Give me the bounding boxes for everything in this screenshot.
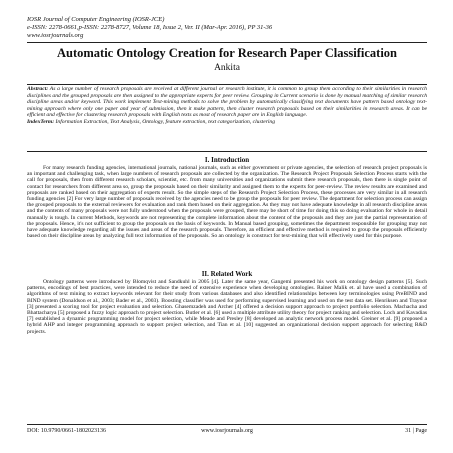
journal-website[interactable]: www.iosrjournals.org bbox=[27, 32, 84, 39]
journal-header bbox=[27, 16, 427, 40]
abstract-block bbox=[27, 86, 427, 149]
abstract-text: As a large number of research proposals are received at different journal or research institute, it is common to group them according to their similarities in research disciplines and the grouped proposals are then assigned to the appropriate experts for peer review. Grouping in Current scenario is done by manual matching of similar research discipline areas and/or keyword. This work implement Text-mining methods to solve the problem by automatically classifying text documents have pattern based ontology text-mining approach where only one paper and year of submission, then it make pattern, then cluster research proposals based on their similarities in research areas. It can be efficient and effective for clustering research proposals with English texts as most of research paper are in English language. bbox=[27, 86, 427, 119]
footer-divider bbox=[27, 424, 427, 425]
journal-name: IOSR Journal of Computer Engineering (IOSR-JCE) bbox=[27, 16, 165, 23]
paper-author: Ankita bbox=[214, 63, 240, 73]
index-terms-text: Information Extraction, Text Analysis, Ontology, feature extraction, text categorization, clustering bbox=[55, 118, 276, 125]
index-terms bbox=[27, 119, 427, 126]
related-work-text: Ontology patterns were introduced by Blomqvist and Sandkuhl in 2005 [4]. Later the same year, Gangemi presented his work on ontology design patterns [5]. Such patterns, encodings of best practices, were intended to reduce the need of extensive experience when developing ontologies. Rainer Malik et. al have used a combination of algorithms of text mining to extract keywords relevant for their study from various databases and also identified relationships between key terminologies using PreBIND and BIND system (Donaldson et al., 2003; Bader et al., 2003). Boosting classifier was used for performing supervised learning and used on the test data set. Henriksen and Traynor [3] presented a scoring tool for project evaluation and selection. Ghasemzadeh and Archer [4] offered a decision support approach to project portfolio selection. Machacha and Bhattacharya [5] proposed a fuzzy logic approach to project selection. Butler et al. [6] used a multiple attribute utility theory for project ranking and selection. Loch and Kavadias [7] established a dynamic programming model for project selection, while Meade and Presley [8] developed an analytic network process model. Greiner et al. [9] proposed a hybrid AHP and integer programming approach to support project selection, and Tian et al. [10] suggested an organizational decision support approach for selecting R&D projects. bbox=[27, 279, 427, 335]
abstract-label: Abstract: bbox=[27, 86, 49, 92]
journal-issn: e-ISSN: 2278-0661,p-ISSN: 2278-8727, Volume 18, Issue 2, Ver. II (Mar-Apr. 2016), PP 31-36 bbox=[27, 24, 273, 31]
section-heading-related-work: II. Related Work bbox=[201, 270, 253, 278]
footer-doi: DOI: 10.9790/0661-1802023136 bbox=[27, 428, 106, 434]
index-terms-label: IndexTerm: bbox=[27, 118, 55, 125]
paper-title: Automatic Ontology Creation for Research Paper Classification bbox=[56, 46, 397, 60]
header-divider bbox=[27, 42, 427, 43]
abstract-divider-bottom bbox=[27, 151, 427, 152]
footer-website[interactable]: www.iosrjournals.org bbox=[201, 428, 253, 434]
section-heading-introduction: I. Introduction bbox=[204, 156, 250, 164]
introduction-text: For many research funding agencies, international journals, national journals, such as either government or private agencies, the selection of research project proposals is an important and challenging task, when large numbers of research proposals are collected by the organization. The Research Project Proposals Selection Process starts with the call for proposals, then from different research scholars, scientist, etc. from many universities and organizations submit there research proposals, then there is single point of contact for researchers from different area so, group the proposals based on their similarity and assigned them to the experts for peer-review. The review results are examined and proposals are ranked based on their aggregation of experts result. So the simple steps of the Research Project Selection Process, these processes are very similar in all research funding agencies [2] For very large number of proposals received by the agencies need to be group the proposals for peer review. The department for selection process can assign the grouped proposals to the external reviewers for evaluation and rank them based on their aggregation. As they may not have adequate knowledge in all research discipline areas and the contents of many proposals were not fully understood when the proposals were grouped, there may be short of time for doing this so doing evaluation for whole in detail manually is tough. In current Methods, keywords are not representing the complete information about the content of the proposals and they are just the partial representation of the proposals. Hence, it's not sufficient to group the proposals on the basis of keywords. In Manual based grouping, sometimes the department responsible for grouping may not have adequate knowledge regarding all the issues and areas of the research proposals. Therefore, an efficient and effective method is required to group the proposals efficiently based on their discipline areas by analyzing full text information of the proposals. So an ontology is construct for text-mining that will effectively used for this purpose. bbox=[27, 165, 427, 240]
footer-page-number: 31 | Page bbox=[405, 428, 427, 434]
abstract-divider-top bbox=[27, 84, 427, 85]
